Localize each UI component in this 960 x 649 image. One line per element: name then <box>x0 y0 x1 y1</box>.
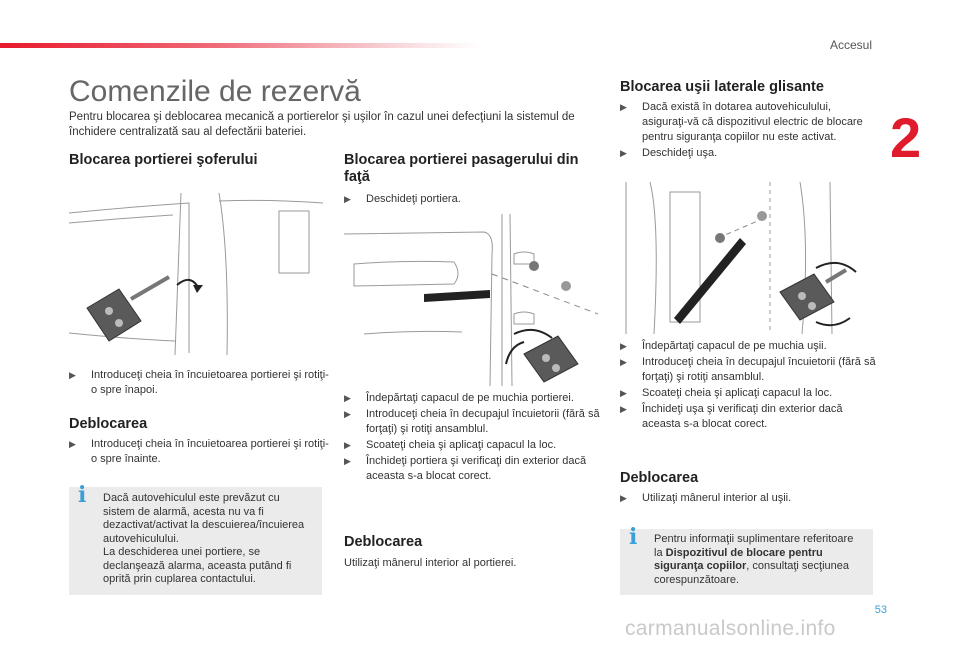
bullet-arrow-icon: ▶ <box>344 194 351 204</box>
passenger-door-heading: Blocarea portierei pasagerului din faţă <box>344 152 579 185</box>
step-item: ▶ Introduceţi cheia în decupajul încuietorii (fără să forţaţi) şi rotiţi ansamblul. <box>344 408 600 435</box>
bullet-arrow-icon: ▶ <box>344 456 351 466</box>
step-item: ▶ Scoateţi cheia şi aplicaţi capacul la loc. <box>344 439 557 451</box>
bullet-arrow-icon: ▶ <box>620 148 627 158</box>
door-edge-pointer <box>424 290 490 302</box>
step-item: ▶ Închideţi portiera şi verificaţi din exterior dacă aceasta s-a blocat corect. <box>344 455 587 482</box>
intro-text: Pentru blocarea şi deblocarea mecanică a portierelor şi uşilor în cazul unei defecţiuni la sistemul de închidere centralizată sau al defectării bateriei. <box>69 111 575 138</box>
bullet-arrow-icon: ▶ <box>69 439 76 449</box>
step-item: ▶ Închideţi uşa şi verificaţi din exterior dacă aceasta s-a blocat corect. <box>620 403 843 430</box>
header-accent-bar <box>0 43 480 48</box>
step-item: ▶ Utilizaţi mânerul interior al uşii. <box>620 492 792 504</box>
cap-icon <box>561 281 571 291</box>
chapter-number: 2 <box>890 106 922 169</box>
passenger-door-illustration <box>344 214 598 386</box>
cap-icon <box>757 211 767 221</box>
driver-unlock-heading: Deblocarea <box>69 416 148 432</box>
bullet-arrow-icon: ▶ <box>69 370 76 380</box>
step-item: ▶ Introduceţi cheia în decupajul încuietorii (fără să forţaţi) şi rotiţi ansamblul. <box>620 356 876 383</box>
driver-door-steps <box>69 368 329 399</box>
driver-door-heading: Blocarea portierei şoferului <box>69 152 258 168</box>
passenger-unlock-heading: Deblocarea <box>344 534 423 550</box>
sliding-door-steps <box>620 339 876 433</box>
section-label: Accesul <box>829 38 872 52</box>
child-lock-info-box <box>620 524 873 595</box>
step-item: ▶ Deschideţi uşa. <box>620 147 718 159</box>
bullet-arrow-icon: ▶ <box>620 404 627 414</box>
page-title: Comenzile de rezervă <box>69 75 361 108</box>
cap-icon <box>715 233 725 243</box>
bullet-arrow-icon: ▶ <box>620 102 627 112</box>
passenger-unlock-text: Utilizaţi mânerul interior al portierei. <box>344 557 517 569</box>
door-edge-pointer <box>674 238 746 324</box>
step-item: ▶ Deschideţi portiera. <box>344 193 461 205</box>
bullet-arrow-icon: ▶ <box>344 440 351 450</box>
sliding-door-heading: Blocarea uşii laterale glisante <box>620 79 824 95</box>
key-fob-icon <box>780 270 846 320</box>
sliding-door-illustration <box>620 182 874 334</box>
bullet-arrow-icon: ▶ <box>620 341 627 351</box>
step-item: ▶ Scoateţi cheia şi aplicaţi capacul la loc. <box>620 387 833 399</box>
step-item: ▶ Introduceţi cheia în încuietoarea portierei şi rotiţi-o spre înainte. <box>69 438 329 465</box>
page-number: 53 <box>874 604 887 616</box>
bullet-arrow-icon: ▶ <box>620 388 627 398</box>
bullet-arrow-icon: ▶ <box>344 409 351 419</box>
bullet-arrow-icon: ▶ <box>620 493 627 503</box>
info-icon: i <box>629 524 638 550</box>
key-fob-icon <box>524 336 578 382</box>
bullet-arrow-icon: ▶ <box>344 393 351 403</box>
sliding-pre-steps <box>620 100 870 162</box>
step-item: ▶ Introduceţi cheia în încuietoarea portierei şi rotiţi-o spre înapoi. <box>69 369 329 396</box>
alarm-info-text: Dacă autovehiculul este prevăzut cu sistem de alarmă, acesta nu va fi dezactivat/activat la descuierea/încuierea autovehiculului. La deschiderea unei portiere, se declanşează alarma, aceasta putând fi oprită prin cuplarea contactului. <box>103 492 305 585</box>
passenger-pre-steps <box>344 192 594 208</box>
cap-icon <box>529 261 539 271</box>
key-fob-icon <box>87 277 169 341</box>
alarm-info-box <box>69 482 322 595</box>
step-item: ▶ Îndepărtaţi capacul de pe muchia portierei. <box>344 392 574 404</box>
driver-door-illustration <box>69 193 323 355</box>
step-item: ▶ Îndepărtaţi capacul de pe muchia uşii. <box>620 340 827 352</box>
bullet-arrow-icon: ▶ <box>620 357 627 367</box>
sliding-unlock-heading: Deblocarea <box>620 470 699 486</box>
step-item: ▶ Dacă există în dotarea autovehiculului, asiguraţi-vă că dispozitivul electric de blocare pentru siguranţa copiilor nu este activat. <box>620 101 863 143</box>
info-icon: i <box>78 482 87 508</box>
driver-unlock-steps <box>69 437 329 468</box>
sliding-unlock-steps <box>620 491 876 507</box>
child-lock-info-text: Pentru informaţii suplimentare referitoare la Dispozitivul de blocare pentru siguranţa copiilor, consultaţi secţiunea corespunzătoare. <box>654 533 854 586</box>
passenger-door-steps <box>344 391 600 485</box>
child-lock-link-text: Dispozitivul de blocare pentru siguranţa copiilor <box>654 546 823 572</box>
watermark: carmanualsonline.info <box>625 617 836 640</box>
